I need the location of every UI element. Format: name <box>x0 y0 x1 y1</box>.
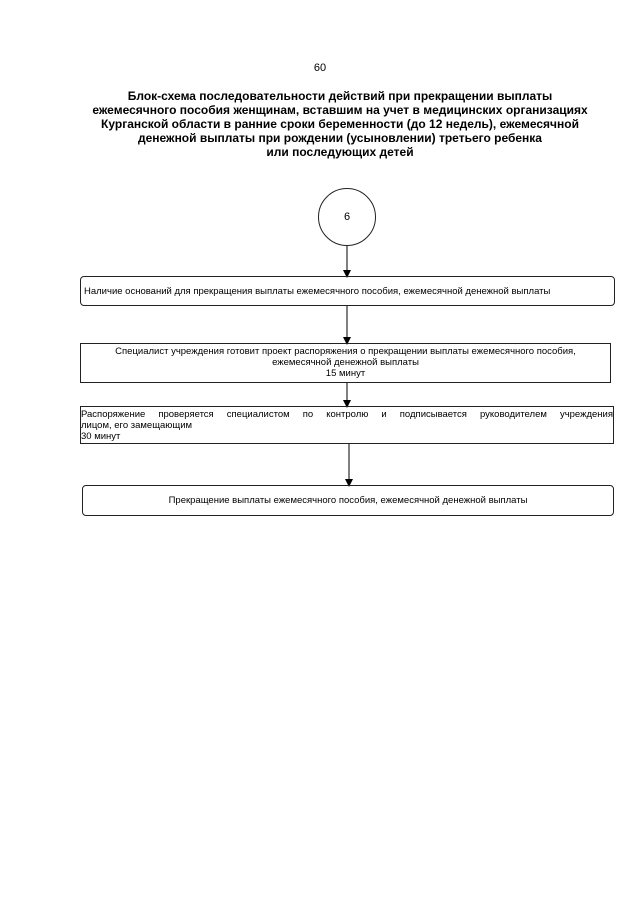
title-line: или последующих детей <box>266 145 414 159</box>
step3-box <box>80 406 614 444</box>
step1-box <box>80 276 615 306</box>
step2-box <box>80 343 611 383</box>
step4-box <box>82 485 614 516</box>
title-line: ежемесячного пособия женщинам, вставшим на учет в медицинских организациях <box>92 103 588 117</box>
page-number: 60 <box>313 62 327 74</box>
step2-text-line1: Специалист учреждения готовит проект распоряжения о прекращении выплаты ежемесячного пособия, <box>115 346 576 357</box>
step3-text-line2: лицом, его замещающим <box>81 420 193 431</box>
title-line: денежной выплаты при рождении (усыновлении) третьего ребенка <box>138 131 542 145</box>
title-line: Блок-схема последовательности действий при прекращении выплаты <box>127 89 553 103</box>
step2-text-line2: ежемесячной денежной выплаты <box>272 357 419 368</box>
step4-text: Прекращение выплаты ежемесячного пособия, ежемесячной денежной выплаты <box>168 495 528 506</box>
connector-label: 6 <box>343 211 351 223</box>
step3-text-line1: Распоряжение проверяется специалистом по контролю и подписывается руководителем учреждения <box>81 409 613 420</box>
step3-time: 30 минут <box>81 431 121 442</box>
step1-text: Наличие оснований для прекращения выплаты ежемесячного пособия, ежемесячной денежной выплаты <box>84 285 551 297</box>
step2-time: 15 минут <box>325 368 366 379</box>
title-line: Курганской области в ранние сроки беременности (до 12 недель), ежемесячной <box>101 117 579 131</box>
